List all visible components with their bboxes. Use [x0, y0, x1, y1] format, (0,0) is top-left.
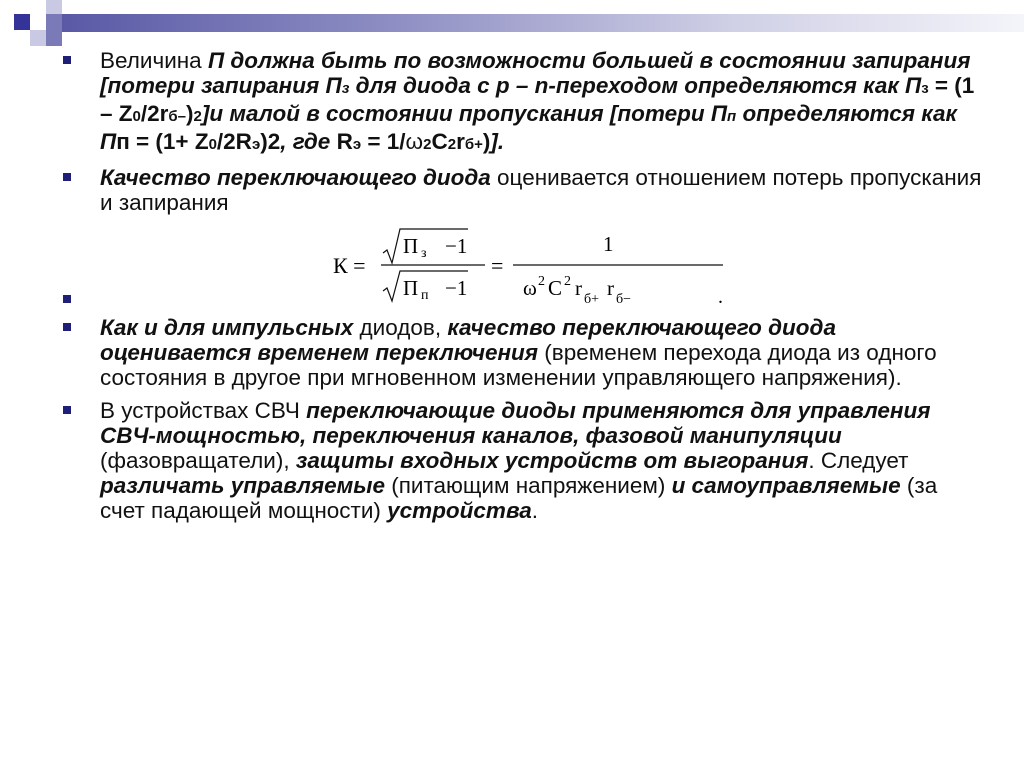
- formula-trailing-dot: .: [718, 286, 723, 308]
- num1-subscript: з: [421, 246, 427, 261]
- text-run: . Следует: [808, 448, 909, 473]
- bullet-text: [100, 398, 983, 523]
- bullet-item: [63, 48, 983, 157]
- text-run: различать управляемые: [100, 473, 385, 498]
- bullet-item: [63, 315, 983, 390]
- text-run: Величина: [100, 48, 208, 73]
- den1-subscript: п: [421, 288, 429, 303]
- text-run: б–: [168, 108, 186, 125]
- den2-r1: r: [575, 276, 582, 300]
- text-run: качество переключающего диода оценивается временем переключения: [100, 315, 836, 365]
- text-run: э: [251, 136, 261, 153]
- den2-omega: ω: [523, 276, 537, 300]
- text-run: = 1/: [361, 129, 406, 154]
- den2-c: C: [548, 276, 563, 300]
- bullet-marker: [63, 173, 71, 181]
- text-run: .: [531, 498, 539, 523]
- text-run: R: [336, 129, 353, 154]
- text-run: для диода с p – n-переходом определяются как П: [349, 73, 922, 98]
- text-run: ): [482, 129, 491, 154]
- text-run: (временем перехода диода из одного состояния в другое при мгновенном изменении управляющего напряжения).: [100, 340, 937, 390]
- text-run: з: [341, 80, 350, 97]
- text-run: б+: [464, 136, 483, 153]
- text-run: 2: [423, 136, 432, 153]
- text-run: (фазовращатели),: [100, 448, 296, 473]
- text-run: r: [456, 129, 465, 154]
- text-run: п: [116, 129, 130, 154]
- text-run: определяются как П: [100, 101, 957, 154]
- text-run: /2r: [140, 101, 169, 126]
- formula-equals: =: [491, 253, 504, 278]
- den2-r2-sub: б−: [616, 292, 632, 307]
- text-run: = (1 – Z: [100, 73, 975, 126]
- text-run: з: [921, 80, 929, 97]
- bullet-item: [63, 398, 983, 523]
- bullet-text: [100, 165, 983, 215]
- text-run: э: [352, 136, 362, 153]
- text-run: ): [186, 101, 194, 126]
- text-run: = (1+ Z: [129, 129, 209, 154]
- text-run: (за счет падающей мощности): [100, 473, 938, 523]
- text-run: Как и для импульсных: [100, 315, 354, 340]
- text-run: , где: [280, 129, 337, 154]
- den1-tail: −1: [445, 276, 468, 300]
- text-run: (питающим напряжением): [384, 473, 672, 498]
- text-run: диодов,: [353, 315, 448, 340]
- bullet-text: [100, 315, 983, 390]
- den2-exp1: 2: [538, 274, 545, 289]
- den2-exp2: 2: [564, 274, 571, 289]
- text-run: П должна быть по возможности большей в состоянии запирания [потери запирания П: [100, 48, 971, 98]
- header-gradient-bar: [62, 14, 1024, 32]
- text-run: устройства: [387, 498, 532, 523]
- text-run: ].: [490, 129, 505, 154]
- text-run: В устройствах СВЧ: [100, 398, 307, 423]
- formula-lhs: К =: [333, 253, 366, 278]
- deco-square: [46, 14, 62, 30]
- text-run: C: [431, 129, 448, 154]
- text-run: оценивается отношением потерь пропускания и запирания: [100, 165, 982, 215]
- den2-r2: r: [607, 276, 614, 300]
- den2-r1-sub: б+: [584, 292, 600, 307]
- bullet-item-formula: [63, 223, 983, 311]
- text-run: )2: [260, 129, 281, 154]
- text-run: ]и малой в состоянии пропускания [потери П: [201, 101, 728, 126]
- bullet-marker: [63, 295, 71, 303]
- text-run: 2: [447, 136, 457, 153]
- den1-symbol: П: [403, 276, 419, 300]
- bullet-marker: [63, 406, 71, 414]
- deco-square: [30, 30, 46, 46]
- text-run: 2: [193, 108, 202, 125]
- bullet-marker: [63, 323, 71, 331]
- text-run: 0: [132, 108, 141, 125]
- slide-body: [63, 48, 983, 531]
- text-run: ω: [405, 129, 424, 154]
- text-run: п: [727, 108, 737, 125]
- bullet-item: [63, 165, 983, 215]
- deco-square: [14, 14, 30, 30]
- num1-tail: −1: [445, 234, 468, 258]
- text-run: и самоуправляемые: [671, 473, 901, 498]
- bullet-marker: [63, 56, 71, 64]
- text-run: защиты входных устройств от выгорания: [295, 448, 809, 473]
- text-run: /2R: [216, 129, 252, 154]
- num1-symbol: П: [403, 234, 419, 258]
- text-run: 0: [208, 136, 217, 153]
- bullet-text: [100, 48, 983, 157]
- num2: 1: [603, 232, 614, 256]
- text-run: переключающие диоды применяются для управления СВЧ-мощностью, переключения каналов, фазовой манипуляции: [100, 398, 931, 448]
- formula-k: [323, 223, 743, 311]
- text-run: Качество переключающего диода: [100, 165, 491, 190]
- deco-square: [46, 30, 62, 46]
